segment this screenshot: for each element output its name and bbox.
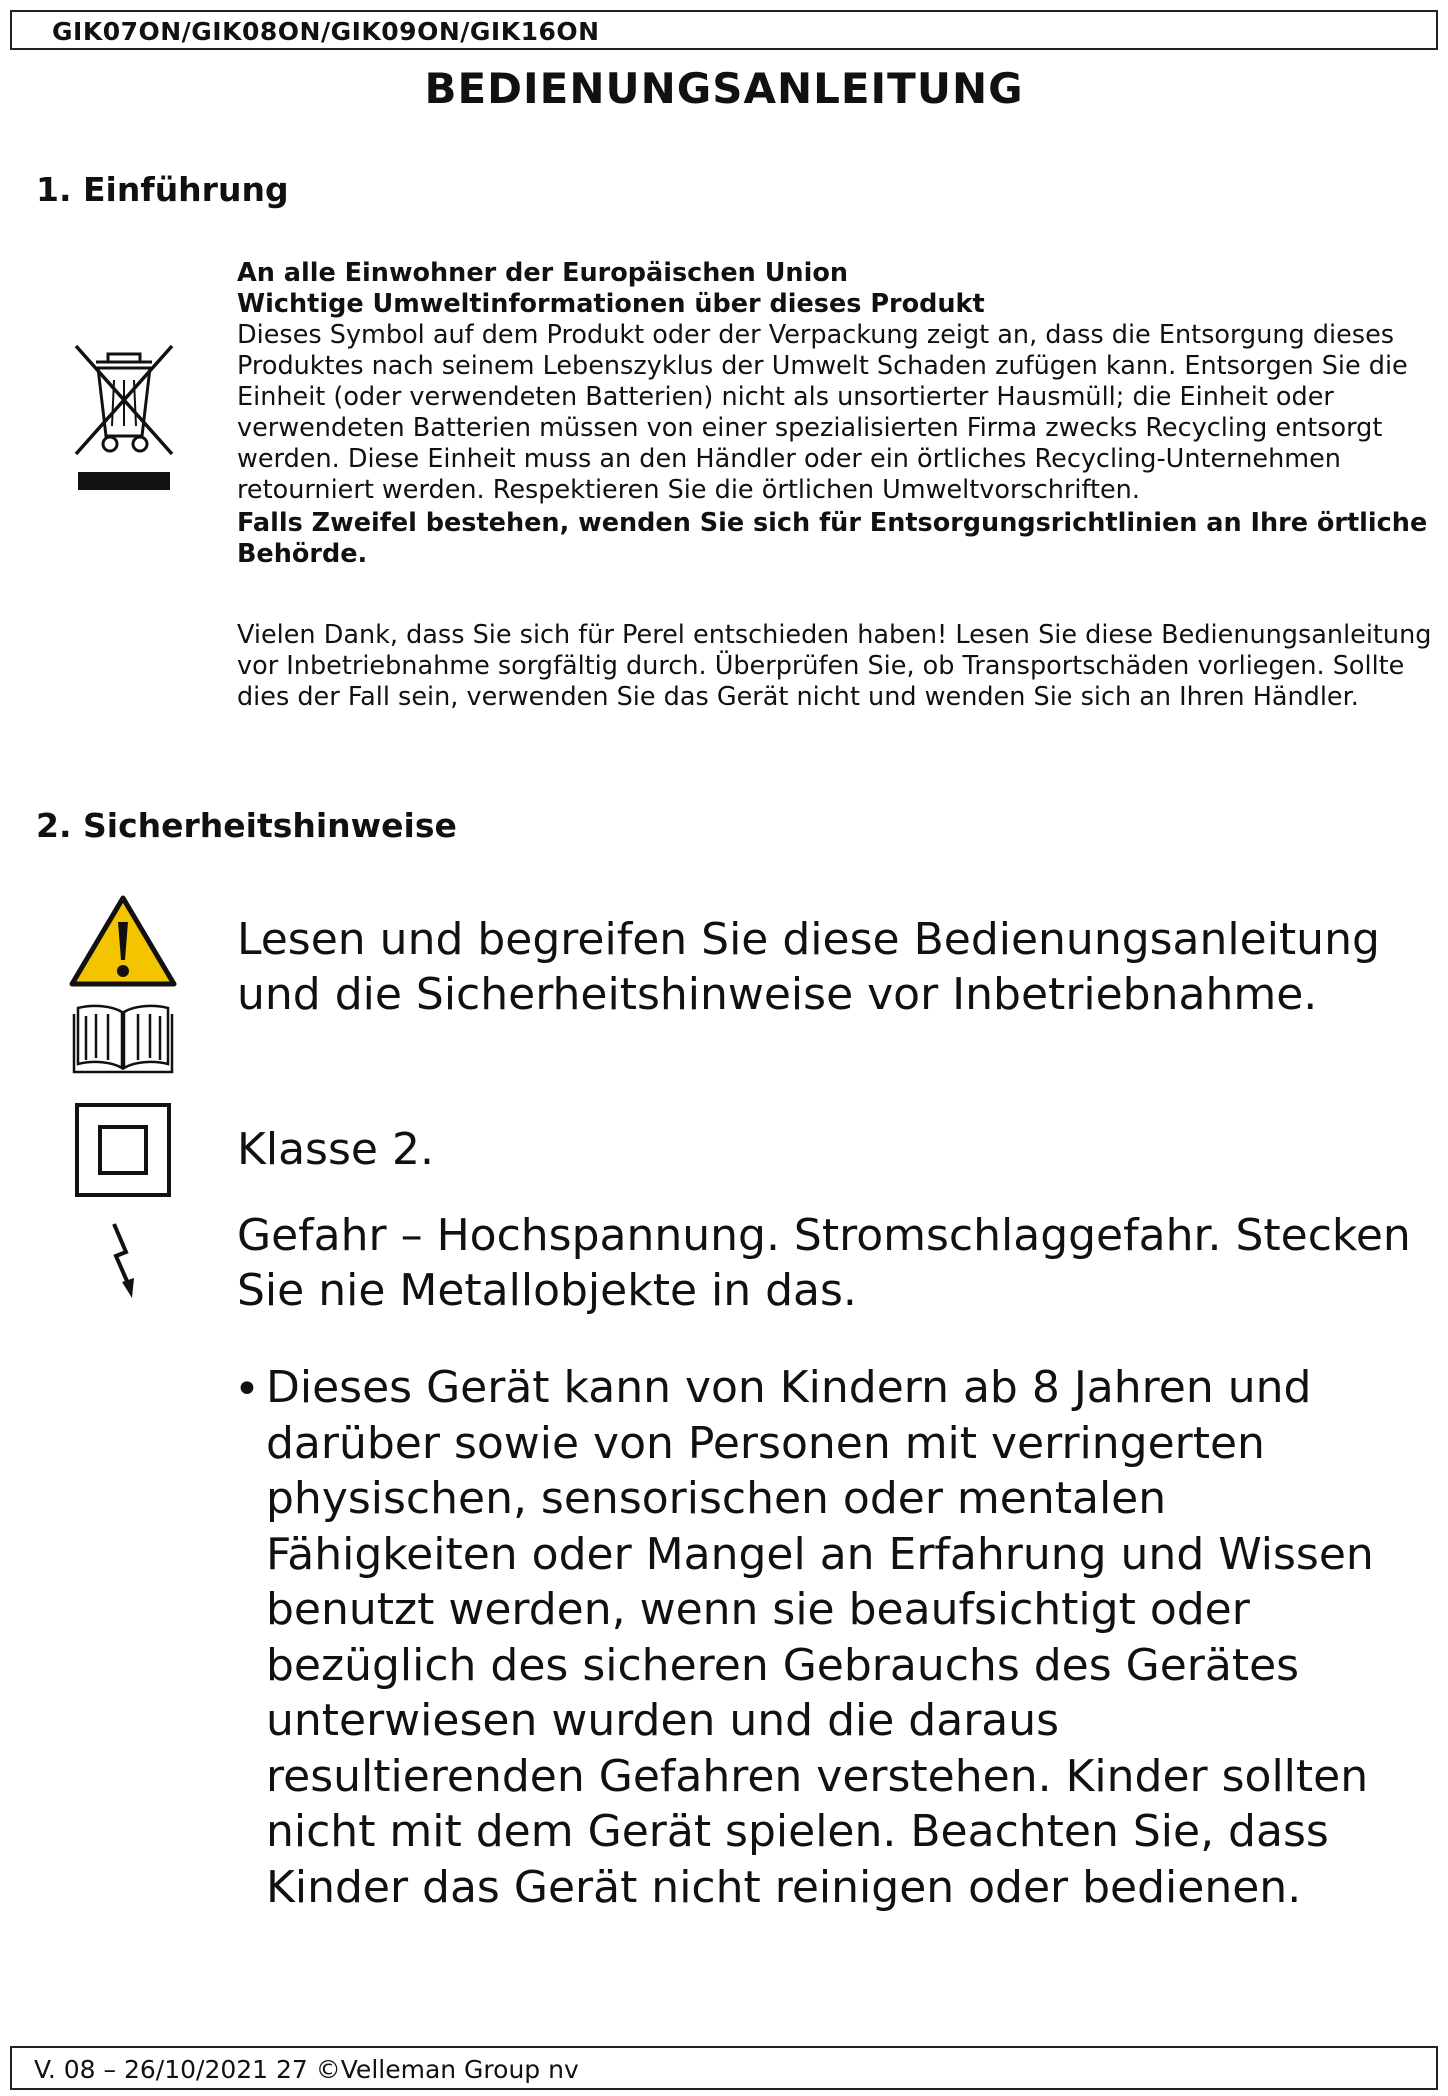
env-note: Falls Zweifel bestehen, wenden Sie sich für Entsorgungsrichtlinien an Ihre örtliche Behörde. <box>237 508 1428 569</box>
crossed-out-wheelie-bin-icon <box>68 340 180 502</box>
high-voltage-warning: Gefahr – Hochspannung. Stromschlaggefahr. Stecken Sie nie Metallobjekte in das. <box>237 1210 1411 1316</box>
document-title: BEDIENUNGSANLEITUNG <box>424 64 1024 113</box>
double-square-icon <box>74 1102 172 1202</box>
env-body-text: Dieses Symbol auf dem Produkt oder der Verpackung zeigt an, dass die Entsorgung dieses Produktes nach seinem Lebenszyklus der Umwelt Schaden zufügen kann. Entsorgen Sie die Einheit (oder verwendeten Batterien) nicht als unsortierter Hausmüll; die Einheit oder verwendeten Batterien müssen von einer spezialisierten Firma zwecks Recycling entsorgt werden. Diese Einheit muss an den Händler oder ein örtliches Recycling-Unternehmen retourniert werden. Respektieren Sie die örtlichen Umweltvorschriften. <box>237 320 1408 505</box>
open-book-icon <box>72 1002 174 1082</box>
model-numbers: GIK07ON/GIK08ON/GIK09ON/GIK16ON <box>52 17 600 46</box>
env-heading-important-info: Wichtige Umweltinformationen über dieses Produkt <box>237 289 985 319</box>
class-2-notice: Klasse 2. <box>237 1124 434 1175</box>
read-manual-notice: Lesen und begreifen Sie diese Bedienungsanleitung und die Sicherheitshinweise vor Inbetriebnahme. <box>237 914 1380 1020</box>
footer-bar <box>10 2046 1438 2090</box>
lightning-bolt-icon <box>104 1222 138 1304</box>
section-heading-introduction: 1. Einführung <box>36 170 289 209</box>
thank-you-paragraph: Vielen Dank, dass Sie sich für Perel entschieden haben! Lesen Sie diese Bedienungsanleitung vor Inbetriebnahme sorgfältig durch. Überprüfen Sie, ob Transportschäden vorliegen. Sollte dies der Fall sein, verwenden Sie das Gerät nicht und wenden Sie sich an Ihren Händler. <box>237 620 1432 712</box>
children-warning: Dieses Gerät kann von Kindern ab 8 Jahren und darüber sowie von Personen mit verringerten physischen, sensorischen oder mentalen Fähigkeiten oder Mangel an Erfahrung und Wissen benutzt werden, wenn sie beaufsichtigt oder bezüglich des sicheren Gebrauchs des Gerätes unterwiesen wurden und die daraus resultierenden Gefahren verstehen. Kinder sollten nicht mit dem Gerät spielen. Beachten Sie, dass Kinder das Gerät nicht reinigen oder bedienen. <box>266 1362 1374 1913</box>
header-bar <box>10 10 1438 50</box>
environmental-information <box>237 258 1432 570</box>
footer-version-text: V. 08 – 26/10/2021 27 ©Velleman Group nv <box>34 2055 579 2084</box>
env-heading-eu-residents: An alle Einwohner der Europäischen Union <box>237 258 848 288</box>
bullet-marker: • <box>234 1364 260 1415</box>
warning-triangle-icon <box>68 894 178 994</box>
section-heading-safety: 2. Sicherheitshinweise <box>36 806 457 845</box>
